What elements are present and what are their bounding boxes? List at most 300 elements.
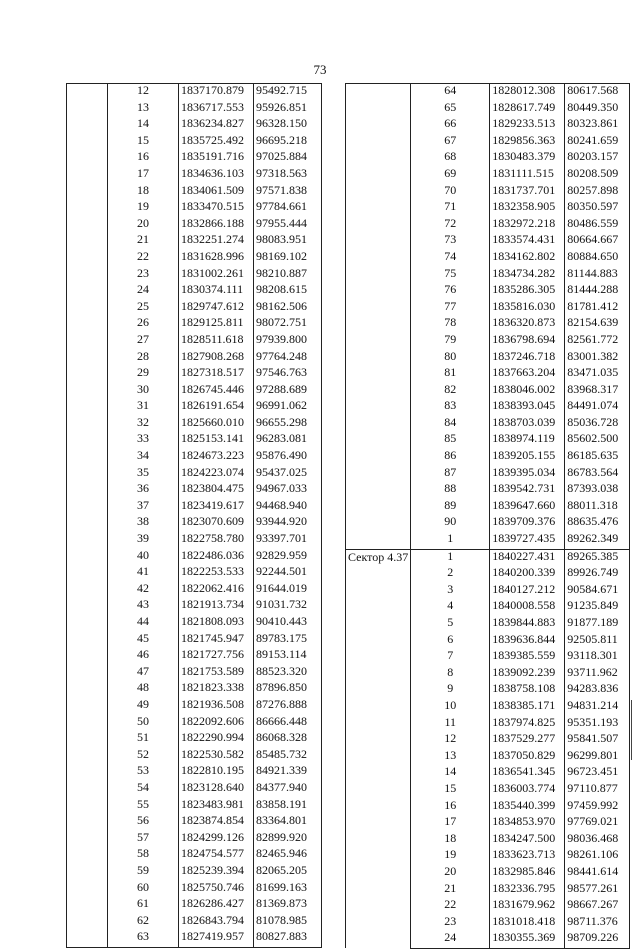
coordinate-x: 1822810.195 [179, 764, 254, 781]
coordinate-y: 96655.298 [254, 416, 322, 433]
point-number: 59 [108, 864, 179, 881]
point-number: 88 [411, 482, 490, 499]
table-row [67, 648, 322, 665]
sector-cell [67, 565, 108, 582]
sector-cell [67, 499, 108, 516]
coordinate-y: 97769.021 [565, 815, 630, 832]
point-number: 85 [411, 432, 490, 449]
point-number: 67 [411, 134, 490, 151]
coordinate-y: 98169.102 [254, 250, 322, 267]
table-row [67, 565, 322, 582]
point-number: 40 [108, 549, 179, 566]
table-row [67, 300, 322, 317]
coordinate-x: 1837529.277 [490, 732, 565, 749]
coordinate-y: 82465.946 [254, 847, 322, 864]
table-row [67, 665, 322, 682]
sector-cell [67, 416, 108, 433]
coordinate-x: 1822253.533 [179, 565, 254, 582]
point-number: 81 [411, 366, 490, 383]
sector-cell [346, 117, 411, 134]
coordinate-x: 1822758.780 [179, 532, 254, 549]
coordinate-y: 96991.062 [254, 399, 322, 416]
table-row [67, 748, 322, 765]
sector-cell [67, 184, 108, 201]
sector-cell [67, 897, 108, 914]
point-number: 12 [108, 84, 179, 101]
coordinate-x: 1832985.846 [490, 865, 565, 882]
table-row [67, 764, 322, 781]
coordinate-y: 97459.992 [565, 799, 630, 816]
sector-cell [67, 333, 108, 350]
coordinate-x: 1832336.795 [490, 882, 565, 899]
sector-cell [346, 466, 411, 483]
table-row [346, 217, 630, 234]
point-number: 49 [108, 698, 179, 715]
sector-cell [346, 416, 411, 433]
coordinate-y: 98072.751 [254, 316, 322, 333]
table-row [67, 466, 322, 483]
coordinate-y: 84377.940 [254, 781, 322, 798]
coordinate-x: 1834162.802 [490, 250, 565, 267]
point-number: 76 [411, 283, 490, 300]
coordinate-x: 1826745.446 [179, 383, 254, 400]
coordinate-y: 80203.157 [565, 150, 630, 167]
point-number: 20 [411, 865, 490, 882]
coordinate-x: 1821753.589 [179, 665, 254, 682]
coordinate-x: 1836798.694 [490, 333, 565, 350]
coordinate-y: 98036.468 [565, 832, 630, 849]
coordinate-y: 91031.732 [254, 598, 322, 615]
point-number: 46 [108, 648, 179, 665]
sector-cell [346, 482, 411, 499]
sector-cell [346, 449, 411, 466]
sector-cell [67, 200, 108, 217]
coordinate-y: 98441.614 [565, 865, 630, 882]
point-number: 63 [108, 930, 179, 947]
point-number: 34 [108, 449, 179, 466]
sector-cell [67, 449, 108, 466]
coordinate-x: 1826843.794 [179, 914, 254, 931]
point-number: 17 [411, 815, 490, 832]
point-number: 3 [411, 583, 490, 600]
sector-cell [346, 399, 411, 416]
sector-cell [346, 366, 411, 383]
coordinate-x: 1834636.103 [179, 167, 254, 184]
coordinate-x: 1821745.947 [179, 632, 254, 649]
page-number: 73 [313, 62, 327, 77]
coordinate-y: 98083.951 [254, 233, 322, 250]
sector-cell [67, 814, 108, 831]
table-row [67, 499, 322, 516]
point-number: 58 [108, 847, 179, 864]
table-row [346, 499, 630, 516]
table-row [346, 250, 630, 267]
point-number: 78 [411, 316, 490, 333]
coordinate-y: 95492.715 [254, 84, 322, 101]
coordinate-x: 1822290.994 [179, 731, 254, 748]
coordinate-y: 95876.490 [254, 449, 322, 466]
coordinate-x: 1838974.119 [490, 432, 565, 449]
coordinate-x: 1837170.879 [179, 84, 254, 101]
table-row [346, 84, 630, 101]
point-number: 52 [108, 748, 179, 765]
coordinate-x: 1836234.827 [179, 117, 254, 134]
table-row [67, 482, 322, 499]
point-number: 70 [411, 184, 490, 201]
coordinate-y: 98208.615 [254, 283, 322, 300]
sector-cell [67, 350, 108, 367]
point-number: 23 [108, 267, 179, 284]
sector-cell [67, 250, 108, 267]
coordinate-y: 88011.318 [565, 499, 630, 516]
point-number: 20 [108, 217, 179, 234]
table-row [67, 350, 322, 367]
coordinate-x: 1838385.171 [490, 699, 565, 716]
table-row [346, 515, 630, 532]
point-number: 32 [108, 416, 179, 433]
point-number: 1 [411, 549, 490, 566]
table-row [346, 283, 630, 300]
coordinate-y: 97025.884 [254, 150, 322, 167]
coordinate-x: 1830355.369 [490, 931, 565, 948]
coordinate-y: 86783.564 [565, 466, 630, 483]
table-row [346, 316, 630, 333]
coordinate-x: 1837663.204 [490, 366, 565, 383]
coordinate-x: 1839647.660 [490, 499, 565, 516]
table-row [346, 383, 630, 400]
coordinate-y: 94831.214 [565, 699, 630, 716]
coordinate-x: 1828511.618 [179, 333, 254, 350]
coordinate-x: 1838393.045 [490, 399, 565, 416]
coordinate-x: 1837974.825 [490, 716, 565, 733]
coordinate-x: 1837246.718 [490, 350, 565, 367]
table-row [67, 432, 322, 449]
coordinate-x: 1821936.508 [179, 698, 254, 715]
sector-cell [346, 432, 411, 449]
table-row [346, 150, 630, 167]
table-row [346, 300, 630, 317]
table-row [346, 267, 630, 284]
coordinate-x: 1831737.701 [490, 184, 565, 201]
coordinate-x: 1823804.475 [179, 482, 254, 499]
sector-cell [67, 798, 108, 815]
point-number: 71 [411, 200, 490, 217]
coordinate-x: 1829125.811 [179, 316, 254, 333]
sector-cell [67, 549, 108, 566]
coordinate-y: 93944.920 [254, 515, 322, 532]
coordinate-y: 80884.650 [565, 250, 630, 267]
coordinate-x: 1831002.261 [179, 267, 254, 284]
coordinate-x: 1831628.996 [179, 250, 254, 267]
coordinate-y: 89153.114 [254, 648, 322, 665]
coordinate-x: 1822486.036 [179, 549, 254, 566]
coordinate-x: 1830483.379 [490, 150, 565, 167]
point-number: 21 [411, 882, 490, 899]
coordinate-y: 89262.349 [565, 532, 630, 549]
coordinate-x: 1824223.074 [179, 466, 254, 483]
coordinate-y: 81781.412 [565, 300, 630, 317]
coordinate-x: 1832358.905 [490, 200, 565, 217]
coordinate-y: 97571.838 [254, 184, 322, 201]
point-number: 54 [108, 781, 179, 798]
point-number: 37 [108, 499, 179, 516]
point-number: 36 [108, 482, 179, 499]
point-number: 28 [108, 350, 179, 367]
sector-cell [67, 134, 108, 151]
point-number: 25 [108, 300, 179, 317]
coordinate-y: 88635.476 [565, 515, 630, 532]
sector-cell [67, 233, 108, 250]
coordinate-x: 1827908.268 [179, 350, 254, 367]
table-row [67, 101, 322, 118]
table-row [67, 864, 322, 881]
sector-cell [67, 150, 108, 167]
coordinate-x: 1837050.829 [490, 749, 565, 766]
point-number: 15 [411, 782, 490, 799]
point-number: 16 [411, 799, 490, 816]
table-row [67, 449, 322, 466]
coordinate-y: 96299.801 [565, 749, 630, 766]
coordinate-y: 80241.659 [565, 134, 630, 151]
coordinate-x: 1823874.854 [179, 814, 254, 831]
coordinate-y: 85485.732 [254, 748, 322, 765]
table-row [346, 200, 630, 217]
point-number: 2 [411, 566, 490, 583]
coordinate-x: 1835191.716 [179, 150, 254, 167]
coordinate-y: 97318.563 [254, 167, 322, 184]
coordinate-y: 87393.038 [565, 482, 630, 499]
coordinate-x: 1835816.030 [490, 300, 565, 317]
coordinate-y: 95841.507 [565, 732, 630, 749]
point-number: 72 [411, 217, 490, 234]
table-row [67, 781, 322, 798]
coordinate-x: 1840127.212 [490, 583, 565, 600]
point-number: 11 [411, 716, 490, 733]
point-number: 42 [108, 582, 179, 599]
point-number: 33 [108, 432, 179, 449]
sector-cell [67, 117, 108, 134]
coordinate-y: 90410.443 [254, 615, 322, 632]
sector-label-cell [346, 549, 411, 948]
table-row [346, 416, 630, 433]
point-number: 82 [411, 383, 490, 400]
coordinate-x: 1822530.582 [179, 748, 254, 765]
point-number: 17 [108, 167, 179, 184]
table-row [67, 632, 322, 649]
coordinate-x: 1829747.612 [179, 300, 254, 317]
point-number: 44 [108, 615, 179, 632]
sector-cell [67, 101, 108, 118]
point-number: 65 [411, 101, 490, 118]
sector-cell [346, 300, 411, 317]
table-row [67, 532, 322, 549]
coordinate-y: 97288.689 [254, 383, 322, 400]
coordinate-x: 1836717.553 [179, 101, 254, 118]
coordinate-y: 95351.193 [565, 716, 630, 733]
coordinate-y: 90584.671 [565, 583, 630, 600]
coordinate-x: 1836003.774 [490, 782, 565, 799]
point-number: 75 [411, 267, 490, 284]
sector-cell [346, 350, 411, 367]
point-number: 18 [411, 832, 490, 849]
coordinate-x: 1839385.559 [490, 649, 565, 666]
coordinate-x: 1839542.731 [490, 482, 565, 499]
table-row [346, 366, 630, 383]
coordinate-y: 83001.382 [565, 350, 630, 367]
sector-cell [346, 84, 411, 101]
table-row [67, 582, 322, 599]
point-number: 53 [108, 764, 179, 781]
point-number: 61 [108, 897, 179, 914]
coordinate-y: 81444.288 [565, 283, 630, 300]
table-row [346, 482, 630, 499]
point-number: 48 [108, 681, 179, 698]
sector-cell [67, 914, 108, 931]
point-number: 16 [108, 150, 179, 167]
table-row [67, 681, 322, 698]
sector-cell [67, 316, 108, 333]
table-row [67, 200, 322, 217]
table-row [346, 399, 630, 416]
sector-cell [67, 764, 108, 781]
sector-cell [67, 715, 108, 732]
table-row [67, 250, 322, 267]
table-row [67, 515, 322, 532]
point-number: 38 [108, 515, 179, 532]
coordinate-y: 80208.509 [565, 167, 630, 184]
point-number: 14 [108, 117, 179, 134]
table-row [67, 598, 322, 615]
coordinate-y: 80827.883 [254, 930, 322, 947]
coordinate-x: 1824299.126 [179, 831, 254, 848]
coordinate-y: 81699.163 [254, 881, 322, 898]
point-number: 79 [411, 333, 490, 350]
coordinate-x: 1827419.957 [179, 930, 254, 947]
point-number: 50 [108, 715, 179, 732]
sector-cell [346, 200, 411, 217]
sector-cell [67, 847, 108, 864]
coordinate-y: 89926.749 [565, 566, 630, 583]
coordinate-x: 1833574.431 [490, 233, 565, 250]
sector-cell [346, 532, 411, 549]
table-row [67, 150, 322, 167]
point-number: 64 [411, 84, 490, 101]
coordinate-x: 1839395.034 [490, 466, 565, 483]
coordinate-x: 1823483.981 [179, 798, 254, 815]
table-row [67, 366, 322, 383]
coordinate-x: 1825239.394 [179, 864, 254, 881]
sector-cell [67, 399, 108, 416]
point-number: 84 [411, 416, 490, 433]
coordinate-y: 98577.261 [565, 882, 630, 899]
sector-cell [346, 134, 411, 151]
table-row [67, 399, 322, 416]
coordinate-x: 1832972.218 [490, 217, 565, 234]
coordinate-x: 1828012.308 [490, 84, 565, 101]
sector-cell [346, 167, 411, 184]
table-row [346, 101, 630, 118]
point-number: 41 [108, 565, 179, 582]
point-number: 62 [108, 914, 179, 931]
coordinate-x: 1836320.873 [490, 316, 565, 333]
table-row [67, 847, 322, 864]
coordinate-y: 81369.873 [254, 897, 322, 914]
table-row [67, 814, 322, 831]
coordinate-x: 1834247.500 [490, 832, 565, 849]
coordinate-y: 83364.801 [254, 814, 322, 831]
coordinate-x: 1826191.654 [179, 399, 254, 416]
sector-cell [67, 781, 108, 798]
coordinate-x: 1840200.339 [490, 566, 565, 583]
sector-cell [67, 167, 108, 184]
point-number: 7 [411, 649, 490, 666]
table-row [67, 549, 322, 566]
coordinate-x: 1831679.962 [490, 898, 565, 915]
point-number: 12 [411, 732, 490, 749]
coordinate-y: 84491.074 [565, 399, 630, 416]
sector-cell [346, 233, 411, 250]
table-row [67, 416, 322, 433]
coordinate-x: 1839727.435 [490, 532, 565, 549]
table-row [67, 283, 322, 300]
coordinate-x: 1834061.509 [179, 184, 254, 201]
sector-cell [346, 101, 411, 118]
coordinate-y: 85602.500 [565, 432, 630, 449]
point-number: 19 [411, 848, 490, 865]
coordinate-x: 1832866.188 [179, 217, 254, 234]
point-number: 6 [411, 633, 490, 650]
coordinate-y: 96328.150 [254, 117, 322, 134]
coordinate-x: 1825750.746 [179, 881, 254, 898]
table-row [346, 432, 630, 449]
point-number: 15 [108, 134, 179, 151]
coordinate-y: 91877.189 [565, 616, 630, 633]
table-row [67, 698, 322, 715]
point-number: 73 [411, 233, 490, 250]
coordinate-x: 1821913.734 [179, 598, 254, 615]
table-row [67, 715, 322, 732]
point-number: 83 [411, 399, 490, 416]
coordinate-y: 92505.811 [565, 633, 630, 650]
coordinate-y: 94283.836 [565, 682, 630, 699]
coordinate-y: 94468.940 [254, 499, 322, 516]
coordinate-x: 1838758.108 [490, 682, 565, 699]
coordinate-x: 1822062.416 [179, 582, 254, 599]
point-number: 13 [411, 749, 490, 766]
sector-cell [346, 267, 411, 284]
sector-cell [346, 217, 411, 234]
point-number: 69 [411, 167, 490, 184]
sector-cell [67, 930, 108, 947]
point-number: 57 [108, 831, 179, 848]
point-number: 14 [411, 765, 490, 782]
sector-cell [67, 366, 108, 383]
point-number: 51 [108, 731, 179, 748]
coordinate-y: 93711.962 [565, 666, 630, 683]
coordinate-x: 1826286.427 [179, 897, 254, 914]
sector-cell [346, 333, 411, 350]
sector-cell [67, 267, 108, 284]
sector-cell [67, 383, 108, 400]
table-row [67, 217, 322, 234]
coordinate-x: 1823419.617 [179, 499, 254, 516]
point-number: 21 [108, 233, 179, 250]
point-number: 43 [108, 598, 179, 615]
coordinate-x: 1829233.513 [490, 117, 565, 134]
point-number: 27 [108, 333, 179, 350]
table-row [67, 134, 322, 151]
coordinate-y: 95437.025 [254, 466, 322, 483]
